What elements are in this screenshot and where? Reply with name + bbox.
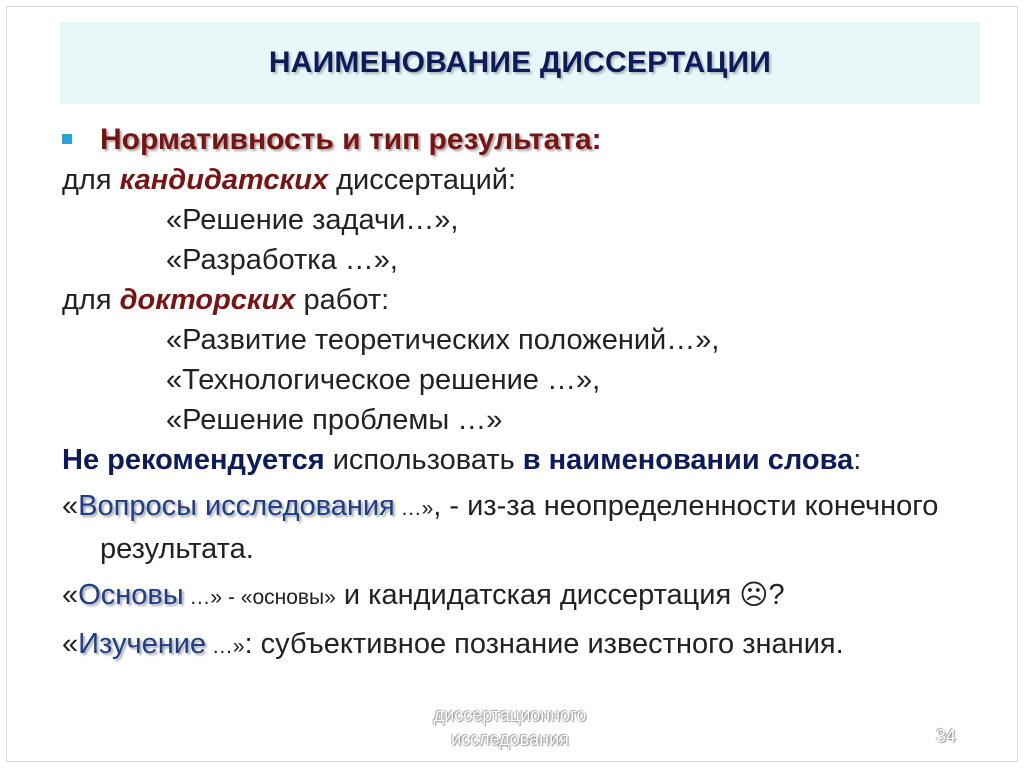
example-term: Вопросы исследования [78, 490, 395, 522]
not-recommended-paragraph [62, 440, 962, 480]
not-recommended-verb: использовать [324, 444, 523, 476]
example-basics [62, 575, 962, 618]
heading-colon: : [591, 123, 602, 156]
not-recommended-colon: : [853, 444, 862, 476]
square-bullet-icon [62, 134, 72, 144]
footer-line: исследования [451, 729, 569, 749]
doctoral-item: «Развитие теоретических положений…», [166, 324, 720, 356]
slide-title: НАИМЕНОВАНИЕ ДИССЕРТАЦИИ [268, 46, 772, 79]
doctoral-suffix: работ: [295, 284, 390, 316]
candidate-item: «Решение задачи…», [166, 204, 459, 236]
candidate-prefix: для [62, 164, 120, 196]
candidate-item: «Разработка …», [166, 244, 398, 276]
example-questions [62, 486, 962, 569]
example-rest: и кандидатская диссертация [335, 579, 740, 611]
example-term: Изучение [78, 628, 207, 660]
candidate-emph: кандидатских [119, 164, 329, 196]
sad-face-icon: ☹ [739, 579, 769, 610]
not-recommended-object: в наименовании слова [522, 444, 854, 476]
example-study [62, 624, 962, 667]
example-ellipsis: …» [394, 497, 434, 520]
example-rest: : субъективное познание известного знания. [244, 628, 844, 660]
footer-caption [370, 703, 650, 751]
candidate-line [62, 160, 962, 200]
section-heading [62, 120, 962, 160]
doctoral-emph: докторских [119, 284, 296, 316]
example-open-quote: « [62, 628, 79, 660]
example-open-quote: « [62, 579, 79, 611]
doctoral-item: «Решение проблемы …» [166, 404, 503, 436]
doctoral-line [62, 280, 962, 320]
not-recommended-label: Не рекомендуется [62, 444, 325, 476]
footer-line: диссертационного [433, 705, 587, 725]
example-open-quote: « [62, 490, 79, 522]
example-term: Основы [78, 579, 184, 611]
title-box [60, 22, 980, 104]
heading-text: Нормативность и тип результата [100, 123, 592, 156]
example-end: ? [768, 579, 785, 611]
example-rest: , - из-за неопределенности конечного результата. [100, 490, 939, 565]
candidate-suffix: диссертаций: [328, 164, 517, 196]
doctoral-item: «Технологическое решение …», [166, 364, 601, 396]
doctoral-prefix: для [62, 284, 120, 316]
example-ellipsis: …» - «основы» [183, 586, 336, 609]
page-number: 34 [936, 726, 957, 746]
example-ellipsis: …» [206, 635, 245, 658]
slide-content [62, 120, 962, 667]
